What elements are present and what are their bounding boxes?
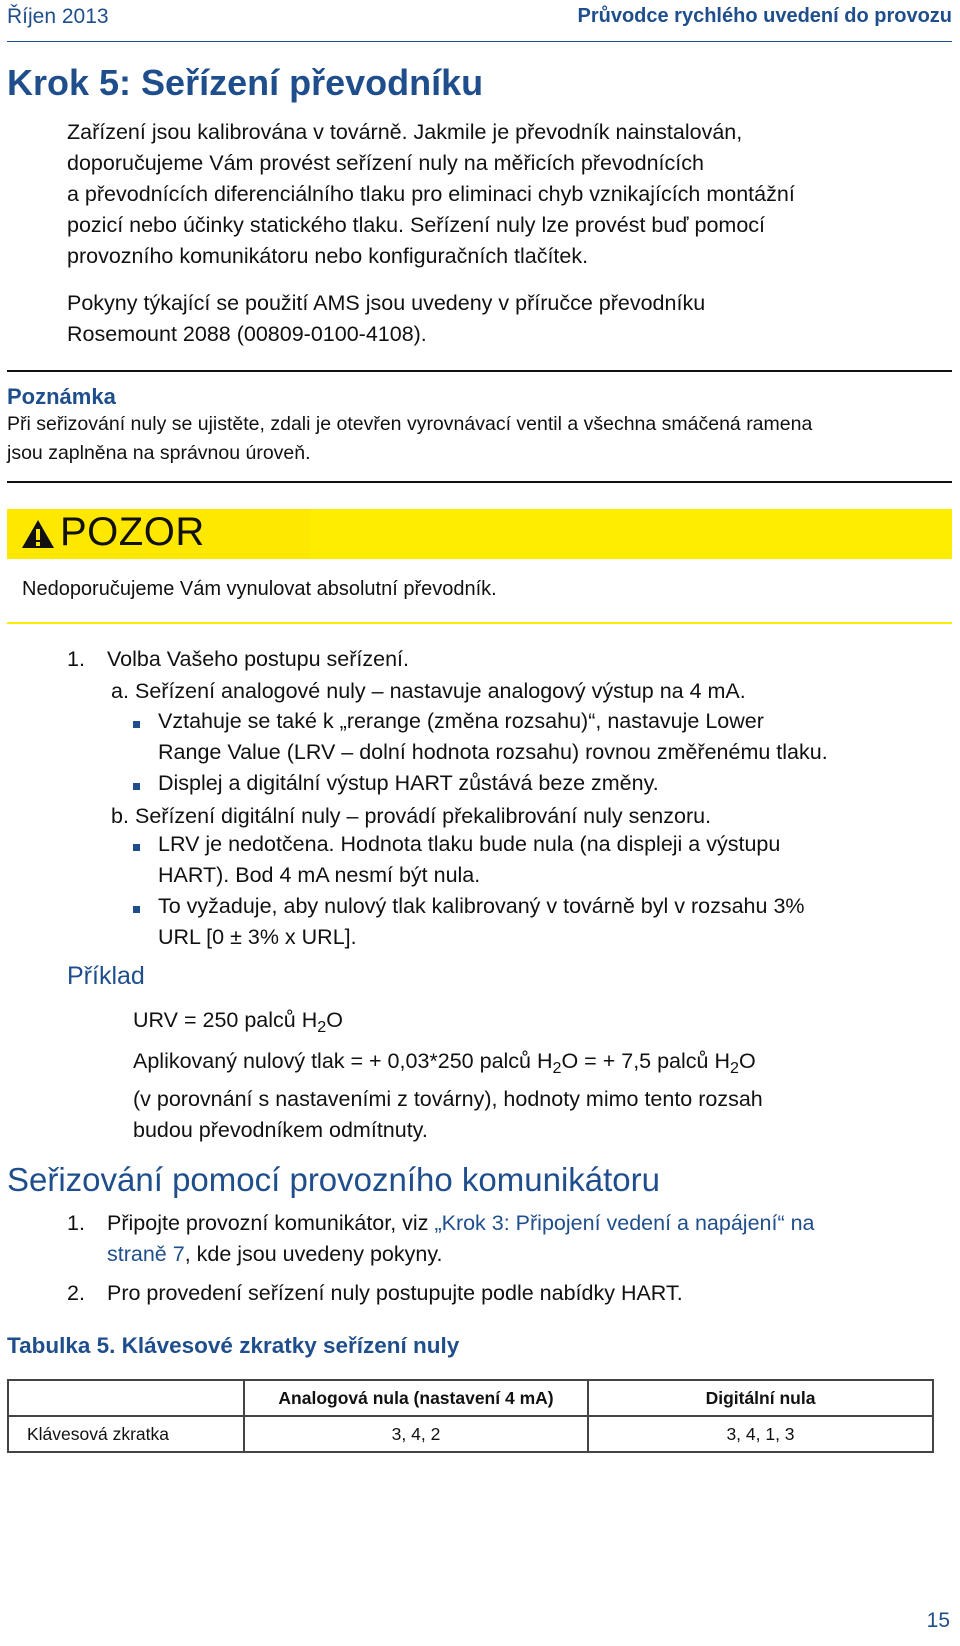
cross-reference-link[interactable]: „Krok 3: Připojení vedení a napájení“ na [434, 1211, 815, 1235]
table-header-cell [8, 1380, 244, 1416]
substep-label: a. [111, 679, 129, 703]
caution-text: Nedoporučujeme Vám vynulovat absolutní převodník. [22, 578, 497, 600]
warning-triangle-icon [20, 518, 56, 550]
example-line: budou převodníkem odmítnuty. [133, 1117, 428, 1142]
bullet-text: Range Value (LRV – dolní hodnota rozsahu) rovnou změřenému tlaku. [158, 740, 828, 764]
table-header-row [8, 1380, 933, 1416]
page-number: 15 [926, 1609, 950, 1632]
table-caption: Tabulka 5. Klávesové zkratky seřízení nuly [7, 1333, 460, 1358]
bullet-icon [133, 783, 140, 790]
bullet-text: Displej a digitální výstup HART zůstává beze změny. [158, 771, 659, 795]
header-divider [7, 41, 952, 42]
table-row [8, 1416, 933, 1452]
note-bottom-rule [7, 481, 952, 483]
bullet-icon [133, 844, 140, 851]
intro-paragraph [67, 117, 947, 272]
ams-line: Rosemount 2088 (00809-0100-4108). [67, 322, 427, 346]
substep-label: b. [111, 804, 129, 828]
table-header-cell: Digitální nula [588, 1380, 933, 1416]
header-date: Říjen 2013 [7, 5, 109, 28]
table-cell-analog: 3, 4, 2 [244, 1416, 588, 1452]
step-number: 2. [67, 1281, 85, 1305]
step-text: Volba Vašeho postupu seřízení. [107, 647, 410, 671]
intro-line: Zařízení jsou kalibrována v továrně. Jakmile je převodník nainstalován, [67, 120, 743, 144]
table-cell-digital: 3, 4, 1, 3 [588, 1416, 933, 1452]
substep-text: Seřízení digitální nuly – provádí překalibrování nuly senzoru. [135, 804, 712, 828]
example-line: Aplikovaný nulový tlak = + 0,03*250 palců $H_2O$ = + 7,5 palců $H_2O$ [133, 1049, 756, 1077]
intro-line: doporučujeme Vám provést seřízení nuly na měřicích převodnících [67, 151, 704, 175]
note-line: jsou zaplněna na správnou úroveň. [7, 442, 311, 464]
intro-line: provozního komunikátoru nebo konfiguračních tlačítek. [67, 244, 589, 268]
bullet-text: HART). Bod 4 mA nesmí být nula. [158, 863, 481, 887]
step-text: Připojte provozní komunikátor, viz „Krok 3: Připojení vedení a napájení“ na straně 7, kde jsou uvedeny pokyny. [107, 1211, 815, 1266]
intro-line: a převodnících diferenciálního tlaku pro eliminaci chyb vznikajících montážní [67, 182, 795, 206]
step-text: Pro provedení seřízení nuly postupujte podle nabídky HART. [107, 1281, 683, 1305]
bullet-icon [133, 721, 140, 728]
example-text [133, 1046, 953, 1146]
ams-paragraph [67, 288, 947, 350]
note-top-rule [7, 370, 952, 372]
bullet-text: To vyžaduje, aby nulový tlak kalibrovaný v továrně byl v rozsahu 3% [158, 894, 805, 918]
intro-line: pozicí nebo účinky statického tlaku. Seřízení nuly lze provést buď pomocí [67, 213, 765, 237]
substep-text: Seřízení analogové nuly – nastavuje analogový výstup na 4 mA. [135, 679, 746, 703]
example-urv: URV = 250 palců $H_2O$ [133, 1008, 343, 1036]
note-line: Při seřizování nuly se ujistěte, zdali je otevřen vyrovnávací ventil a všechna smáčená ramena [7, 413, 813, 435]
example-line: (v porovnání s nastaveními z továrny), hodnoty mimo tento rozsah [133, 1086, 763, 1111]
shortcut-table [7, 1379, 934, 1453]
header-guide-title: Průvodce rychlého uvedení do provozu [577, 5, 952, 27]
note-text [7, 410, 947, 468]
step-number: 1. [67, 647, 85, 671]
caution-title: POZOR [60, 510, 205, 554]
note-title: Poznámka [7, 384, 116, 409]
step-number: 1. [67, 1211, 85, 1235]
page-title: Krok 5: Seřízení převodníku [7, 62, 484, 103]
table-header-cell: Analogová nula (nastavení 4 mA) [244, 1380, 588, 1416]
table-row-label: Klávesová zkratka [8, 1416, 244, 1452]
caution-bottom-rule [7, 622, 952, 624]
page-reference-link[interactable]: straně 7 [107, 1242, 185, 1266]
bullet-text: URL [0 ± 3% x URL]. [158, 925, 357, 949]
section-heading: Seřizování pomocí provozního komunikátoru [7, 1161, 661, 1198]
bullet-text: LRV je nedotčena. Hodnota tlaku bude nula (na displeji a výstupu [158, 832, 781, 856]
example-label: Příklad [67, 962, 145, 990]
ams-line: Pokyny týkající se použití AMS jsou uvedeny v příručce převodníku [67, 291, 706, 315]
bullet-icon [133, 906, 140, 913]
bullet-text: Vztahuje se také k „rerange (změna rozsahu)“, nastavuje Lower [158, 709, 764, 733]
